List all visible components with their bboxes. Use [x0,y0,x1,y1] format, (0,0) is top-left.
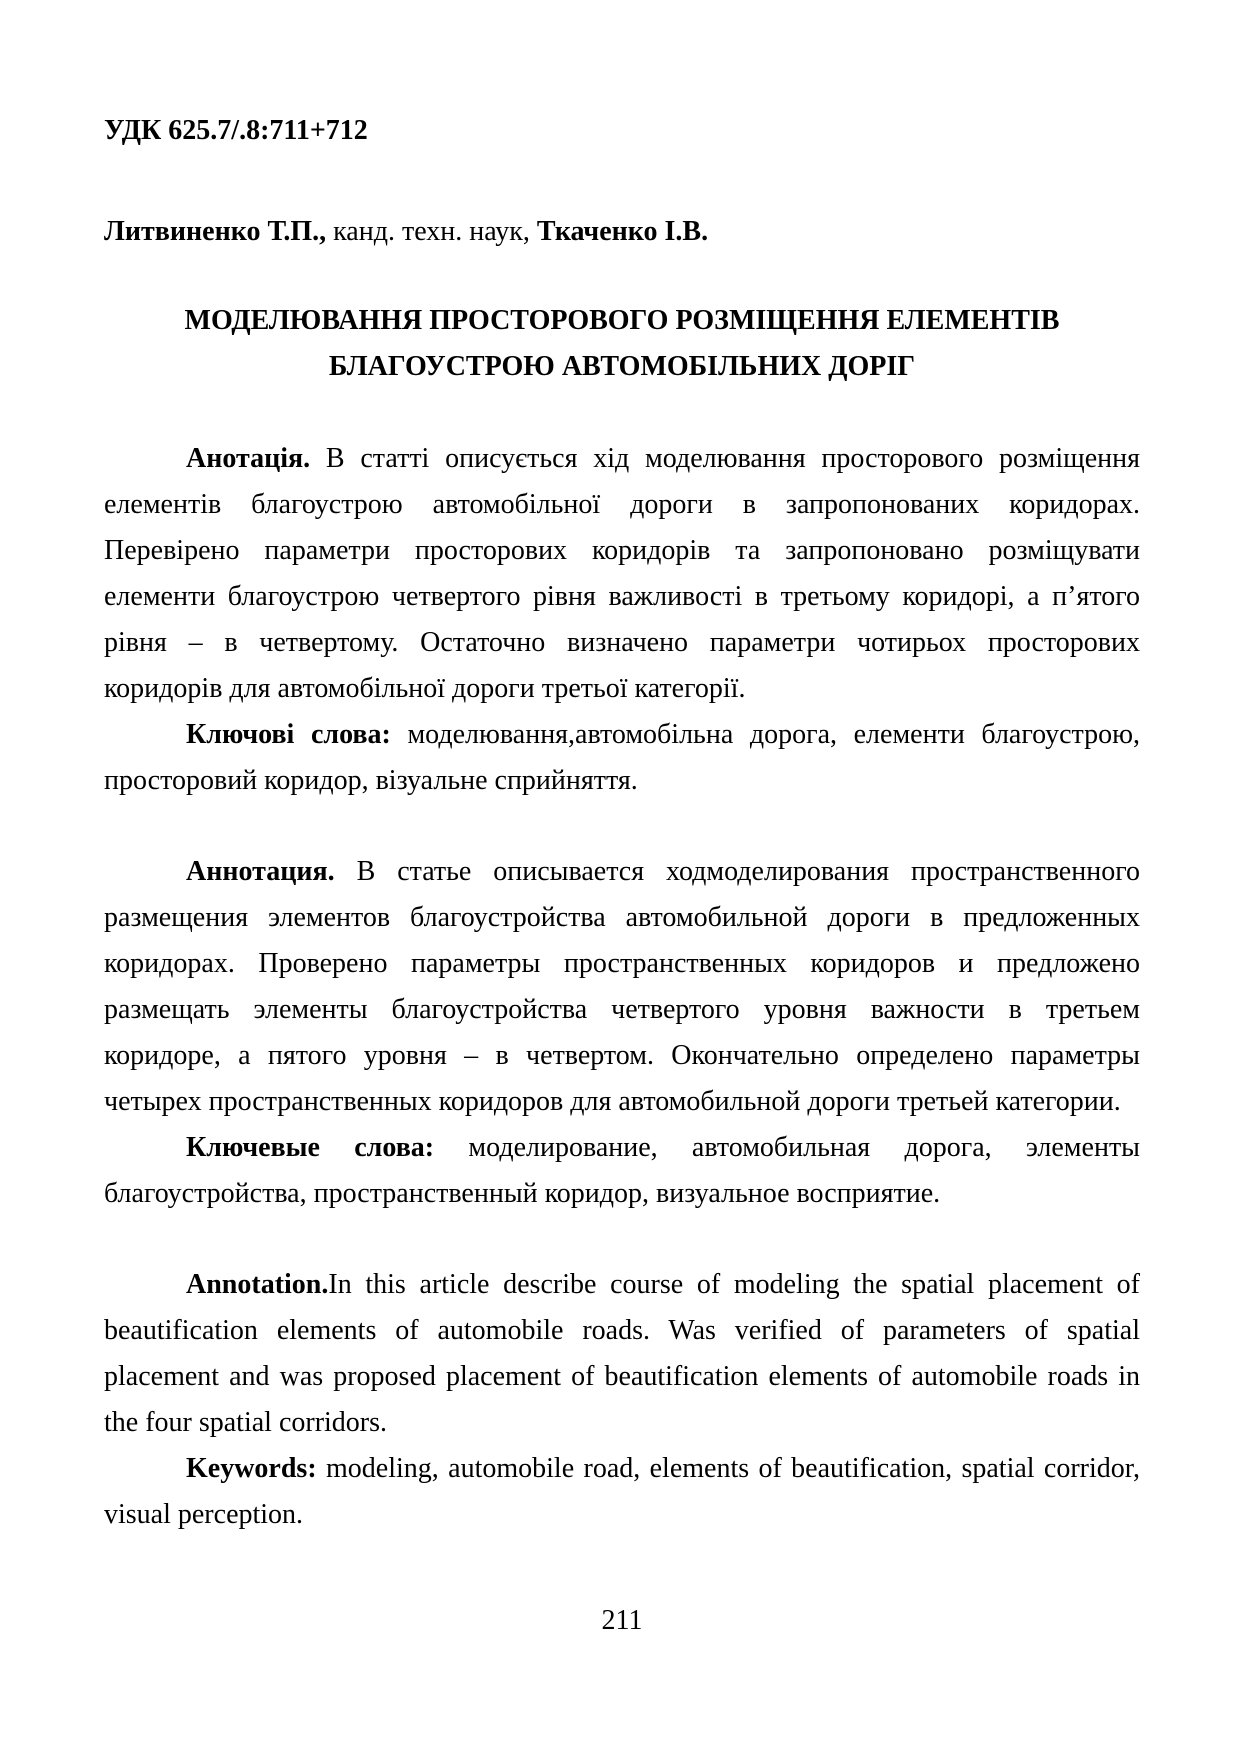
abstract-en-paragraph [104,1262,1140,1446]
author-degree: канд. техн. наук, [326,216,537,247]
author-byline [104,209,1140,255]
keywords-uk-paragraph [104,712,1140,804]
abstract-ru-label: Аннотация. [186,856,335,887]
udc-code: УДК 625.7/.8:711+712 [104,115,368,146]
keywords-ru-paragraph [104,1125,1140,1217]
article-title [104,298,1140,390]
abstract-uk-paragraph [104,436,1140,712]
article-title-line-1: МОДЕЛЮВАННЯ ПРОСТОРОВОГО РОЗМІЩЕННЯ ЕЛЕМЕНТІВ [184,305,1060,336]
keywords-en-paragraph [104,1446,1140,1538]
abstract-en-label: Annotation. [186,1269,329,1300]
keywords-en-label: Keywords: [186,1453,317,1484]
author-name-primary: Литвиненко Т.П., [104,216,327,247]
page-number: 211 [601,1605,643,1636]
keywords-en-text: modeling, automobile road, elements of beautification, spatial corridor, visual perception. [104,1453,1140,1530]
abstract-ru-paragraph [104,849,1140,1125]
abstract-en-text: In this article describe course of modeling the spatial placement of beautification elements of automobile roads. Was verified of parameters of spatial placement and was proposed placement of beautification elements of automobile roads in the four spatial corridors. [104,1269,1140,1438]
keywords-ru-label: Ключевые слова: [186,1132,435,1163]
abstract-ru-text: В статье описывается ходмоделирования пространственного размещения элементов благоустройства автомобильной дороги в предложенных коридорах. Проверено параметры пространственных коридоров и предложено размещать элементы благоустройства четвертого уровня важности в третьем коридоре, а пятого уровня – в четвертом. Окончательно определено параметры четырех пространственных коридоров для автомобильной дороги третьей категории. [104,856,1140,1117]
author-name-secondary: Ткаченко І.В. [536,216,709,247]
abstract-uk-label: Анотація. [186,443,311,474]
article-title-line-2: БЛАГОУСТРОЮ АВТОМОБІЛЬНИХ ДОРІГ [328,351,916,382]
keywords-uk-label: Ключові слова: [186,719,391,750]
abstract-uk-text: В статті описується хід моделювання просторового розміщення елементів благоустрою автомобільної дороги в запропонованих коридорах. Перевірено параметри просторових коридорів та запропоновано розміщувати елементи благоустрою четвертого рівня важливості в третьому коридорі, а п’ятого рівня – в четвертому. Остаточно визначено параметри чотирьох просторових коридорів для автомобільної дороги третьої категорії. [104,443,1140,704]
keywords-ru-text: моделирование, автомобильная дорога, элементы благоустройства, пространственный коридор, визуальное восприятие. [104,1132,1140,1209]
keywords-uk-text: моделювання,автомобільна дорога, елементи благоустрою, просторовий коридор, візуальне сприйняття. [104,719,1140,796]
